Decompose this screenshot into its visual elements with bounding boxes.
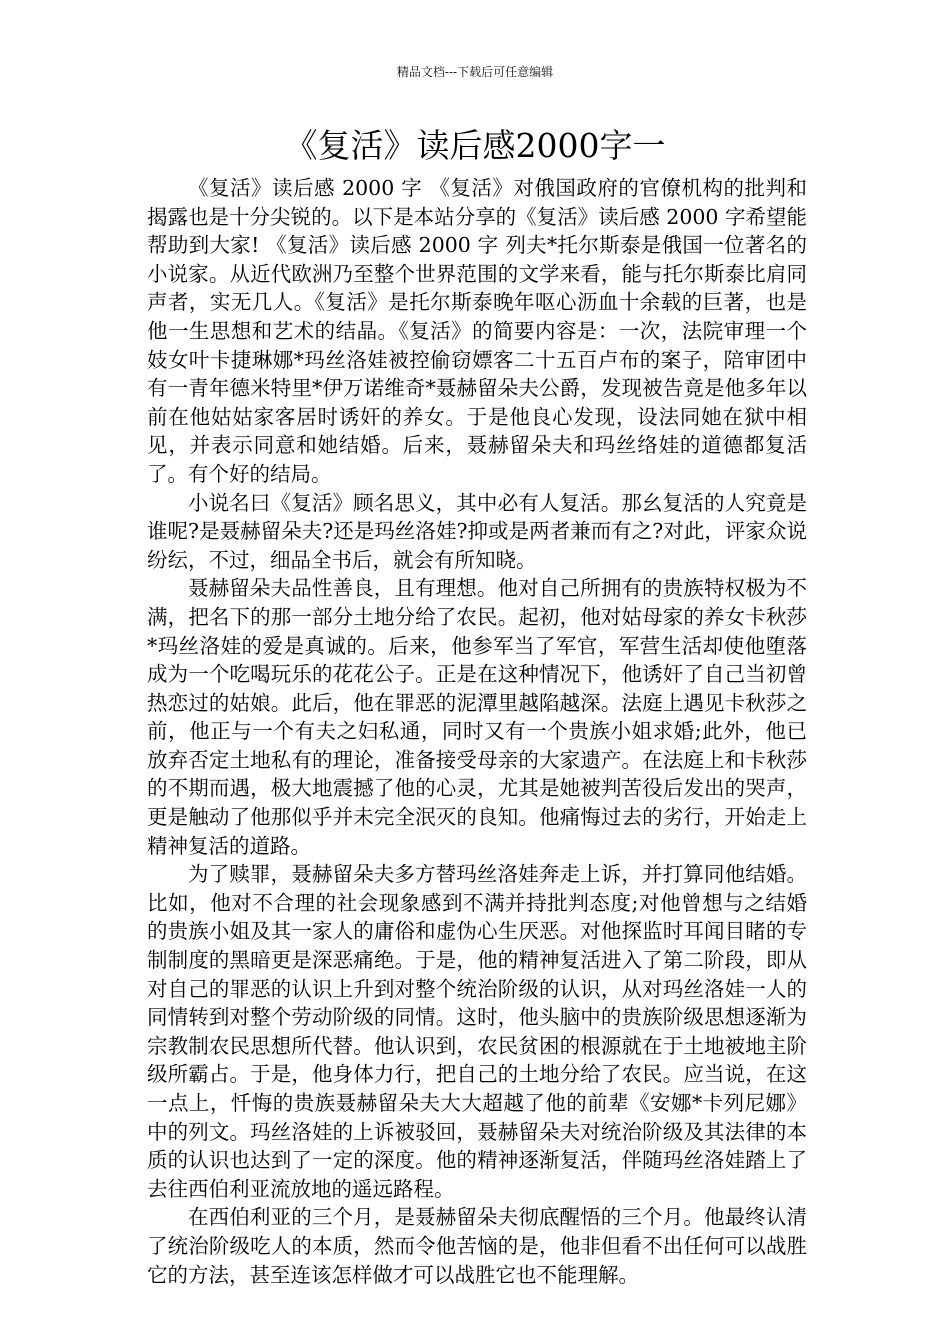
body-paragraph: 《复活》读后感 2000 字 《复活》对俄国政府的官僚机构的批判和揭露也是十分尖锐的。以下是本站分享的《复活》读后感 2000 字希望能帮助到大家! 《复活》读后感 2000 字 列夫*托尔斯泰是俄国一位著名的小说家。从近代欧洲乃至整个世界范围的文学来看，能与托尔斯泰比肩同声者，实无几人。《复活》是托尔斯泰晚年呕心沥血十余载的巨著，也是他一生思想和艺术的结晶。《复活》的简要内容是：一次，法院审理一个妓女叶卡捷琳娜*玛丝洛娃被控偷窃嫖客二十五百卢布的案子，陪审团中有一青年德米特里*伊万诺维奇*聂赫留朵夫公爵，发现被告竟是他多年以前在他姑姑家客居时诱奸的养女。于是他良心发现，设法同她在狱中相见，并表示同意和她结婚。后来，聂赫留朵夫和玛丝络娃的道德都复活了。有个好的结局。 <box>147 176 807 486</box>
document-body <box>147 174 807 1289</box>
body-paragraph: 小说名曰《复活》顾名思义，其中必有人复活。那幺复活的人究竟是谁呢?是聂赫留朵夫?还是玛丝洛娃?抑或是两者兼而有之?对此，评家众说纷纭，不过，细品全书后，就会有所知晓。 <box>147 490 807 572</box>
document-title: 《复活》读后感2000字一 <box>284 126 666 165</box>
body-paragraph: 在西伯利亚的三个月，是聂赫留朵夫彻底醒悟的三个月。他最终认清了统治阶级吃人的本质，然而令他苦恼的是，他非但看不出任何可以战胜它的方法，甚至连该怎样做才可以战胜它也不能理解。 <box>147 1205 807 1287</box>
page-header-note: 精品文档---下载后可任意编辑 <box>396 65 554 79</box>
body-paragraph: 聂赫留朵夫品性善良，且有理想。他对自己所拥有的贵族特权极为不满，把名下的那一部分土地分给了农民。起初，他对姑母家的养女卡秋莎*玛丝洛娃的爱是真诚的。后来，他参军当了军官，军营生活却使他堕落成为一个吃喝玩乐的花花公子。正是在这种情况下，他诱奸了自己当初曾热恋过的姑娘。此后，他在罪恶的泥潭里越陷越深。法庭上遇见卡秋莎之前，他正与一个有夫之妇私通，同时又有一个贵族小姐求婚;此外，他已放弃否定土地私有的理论，准备接受母亲的大家遗产。在法庭上和卡秋莎的不期而遇，极大地震撼了他的心灵，尤其是她被判苦役后发出的哭声，更是触动了他那似乎并未完全泯灭的良知。他痛悔过去的劣行，开始走上精神复活的道路。 <box>147 576 807 858</box>
body-paragraph: 为了赎罪，聂赫留朵夫多方替玛丝洛娃奔走上诉，并打算同他结婚。比如，他对不合理的社会现象感到不满并持批判态度;对他曾想与之结婚的贵族小姐及其一家人的庸俗和虚伪心生厌恶。对他探监时耳闻目睹的专制制度的黑暗更是深恶痛绝。于是，他的精神复活进入了第二阶段，即从对自己的罪恶的认识上升到对整个统治阶级的认识，从对玛丝洛娃一人的同情转到对整个劳动阶级的同情。这时，他头脑中的贵族阶级思想逐渐为宗教制农民思想所代替。他认识到，农民贫困的根源就在于土地被地主阶级所霸占。于是，他身体力行，把自己的土地分给了农民。应当说，在这一点上，忏悔的贵族聂赫留朵夫大大超越了他的前辈《安娜*卡列尼娜》中的列文。玛丝洛娃的上诉被驳回，聂赫留朵夫对统治阶级及其法律的本质的认识也达到了一定的深度。他的精神逐渐复活，伴随玛丝洛娃踏上了去往西伯利亚流放地的遥远路程。 <box>147 862 807 1201</box>
